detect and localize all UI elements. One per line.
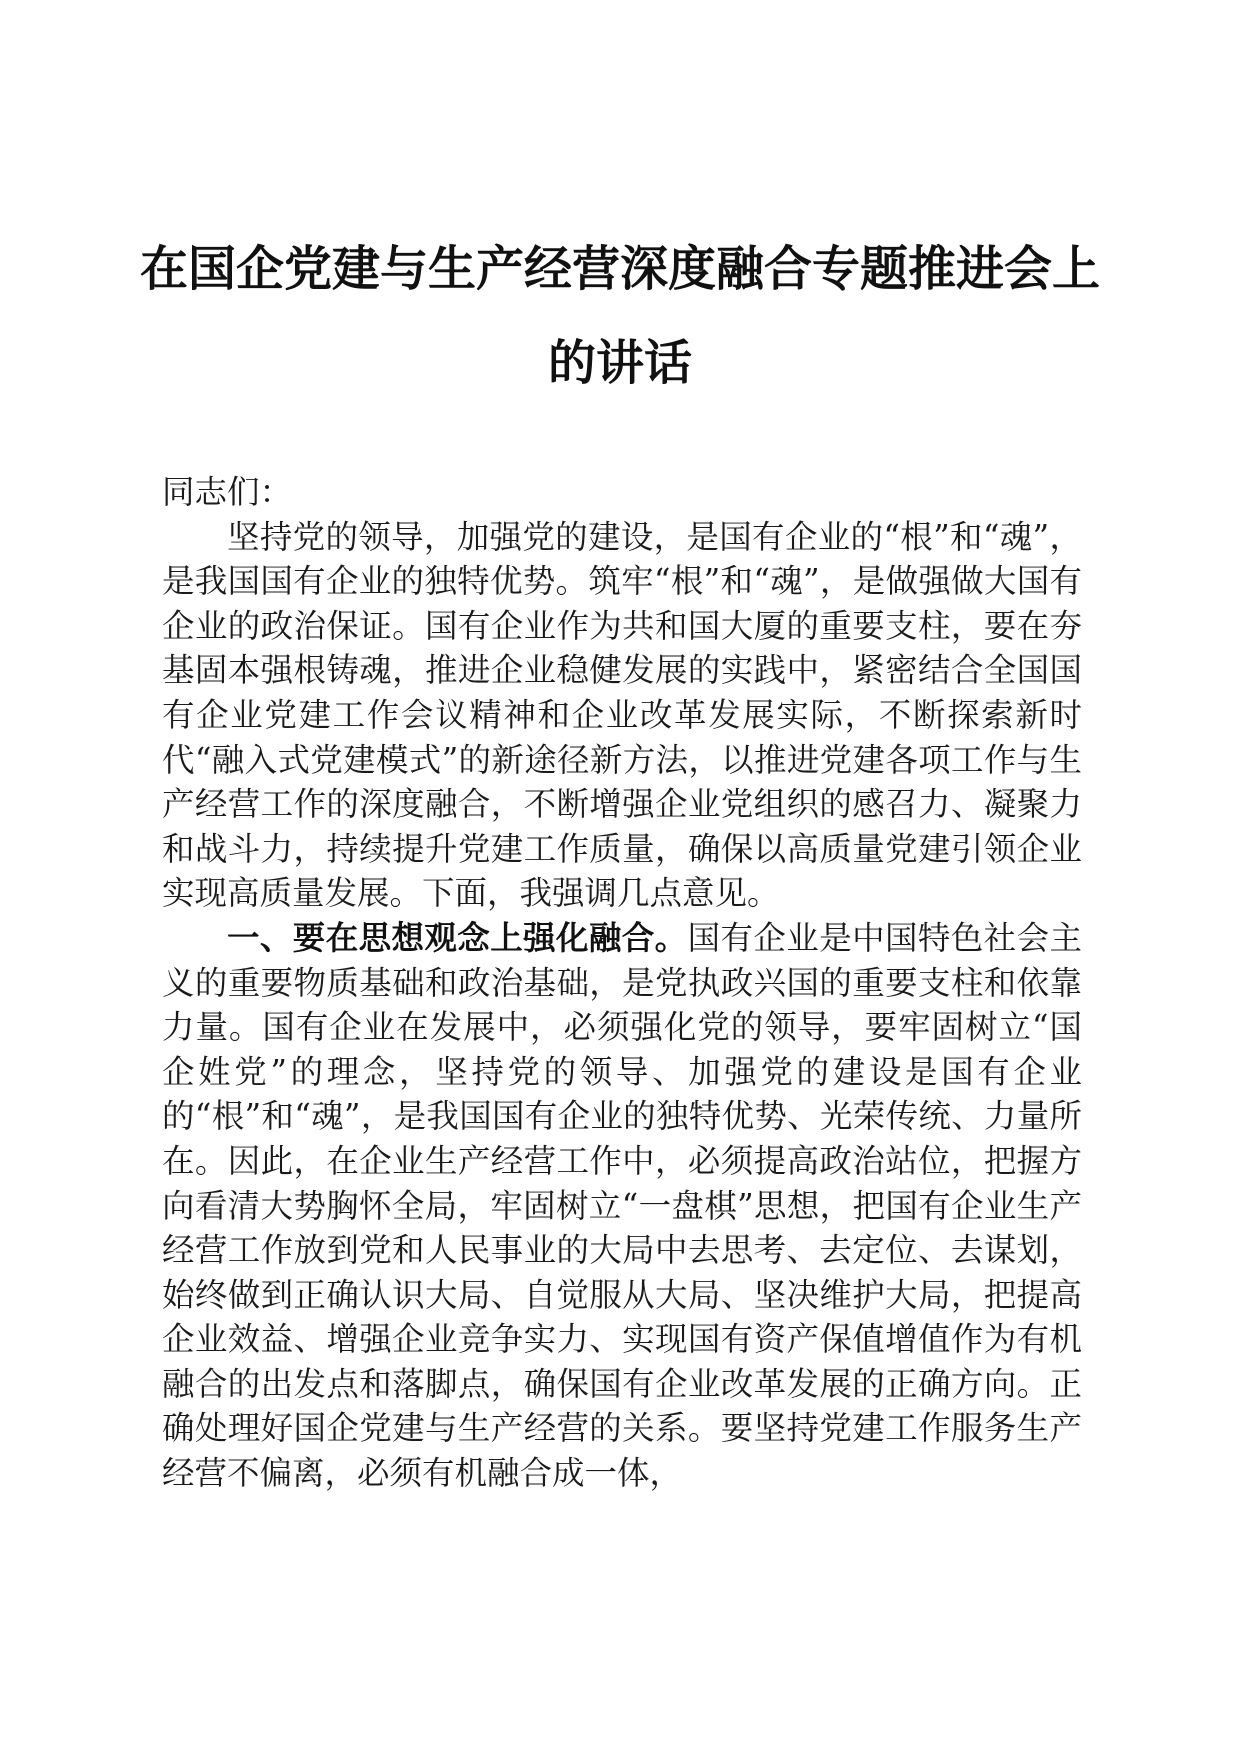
title-line-1: 在国企党建与生产经营深度融合专题推进会上 (139, 241, 1100, 297)
section-1-heading: 一、要在思想观念上强化融合。 (227, 917, 688, 957)
paragraph-section-1 (162, 916, 1082, 1496)
section-1-text: 国有企业是中国特色社会主义的重要物质基础和政治基础，是党执政兴国的重要支柱和依靠力量。国有企业在发展中，必须强化党的领导，要牢固树立“国企姓党”的理念，坚持党的领导、加强党的建设是国有企业的“根”和“魂”，是我国国有企业的独特优势、光荣传统、力量所在。因此，在企业生产经营工作中，必须提高政治站位，把握方向看清大势胸怀全局，牢固树立“一盘棋”思想，把国有企业生产经营工作放到党和人民事业的大局中去思考、去定位、去谋划，始终做到正确认识大局、自觉服从大局、坚决维护大局，把提高企业效益、增强企业竞争实力、实现国有资产保值增值作为有机融合的出发点和落脚点，确保国有企业改革发展的正确方向。正确处理好国企党建与生产经营的关系。要坚持党建工作服务生产经营不偏离，必须有机融合成一体， (162, 918, 1082, 1493)
paragraph-intro-text: 坚持党的领导，加强党的建设，是国有企业的“根”和“魂”，是我国国有企业的独特优势。筑牢“根”和“魂”，是做强做大国有企业的政治保证。国有企业作为共和国大厦的重要支柱，要在夯基固本强根铸魂，推进企业稳健发展的实践中，紧密结合全国国有企业党建工作会议精神和企业改革发展实际，不断探索新时代“融入式党建模式”的新途径新方法，以推进党建各项工作与生产经营工作的深度融合，不断增强企业党组织的感召力、凝聚力和战斗力，持续提升党建工作质量，确保以高质量党建引领企业实现高质量发展。下面，我强调几点意见。 (162, 517, 1082, 913)
salutation: 同志们： (162, 473, 293, 511)
paragraph-intro (162, 515, 1082, 916)
document-body (162, 470, 1082, 1496)
document-title (0, 222, 1240, 410)
title-line-2: 的讲话 (547, 335, 692, 391)
